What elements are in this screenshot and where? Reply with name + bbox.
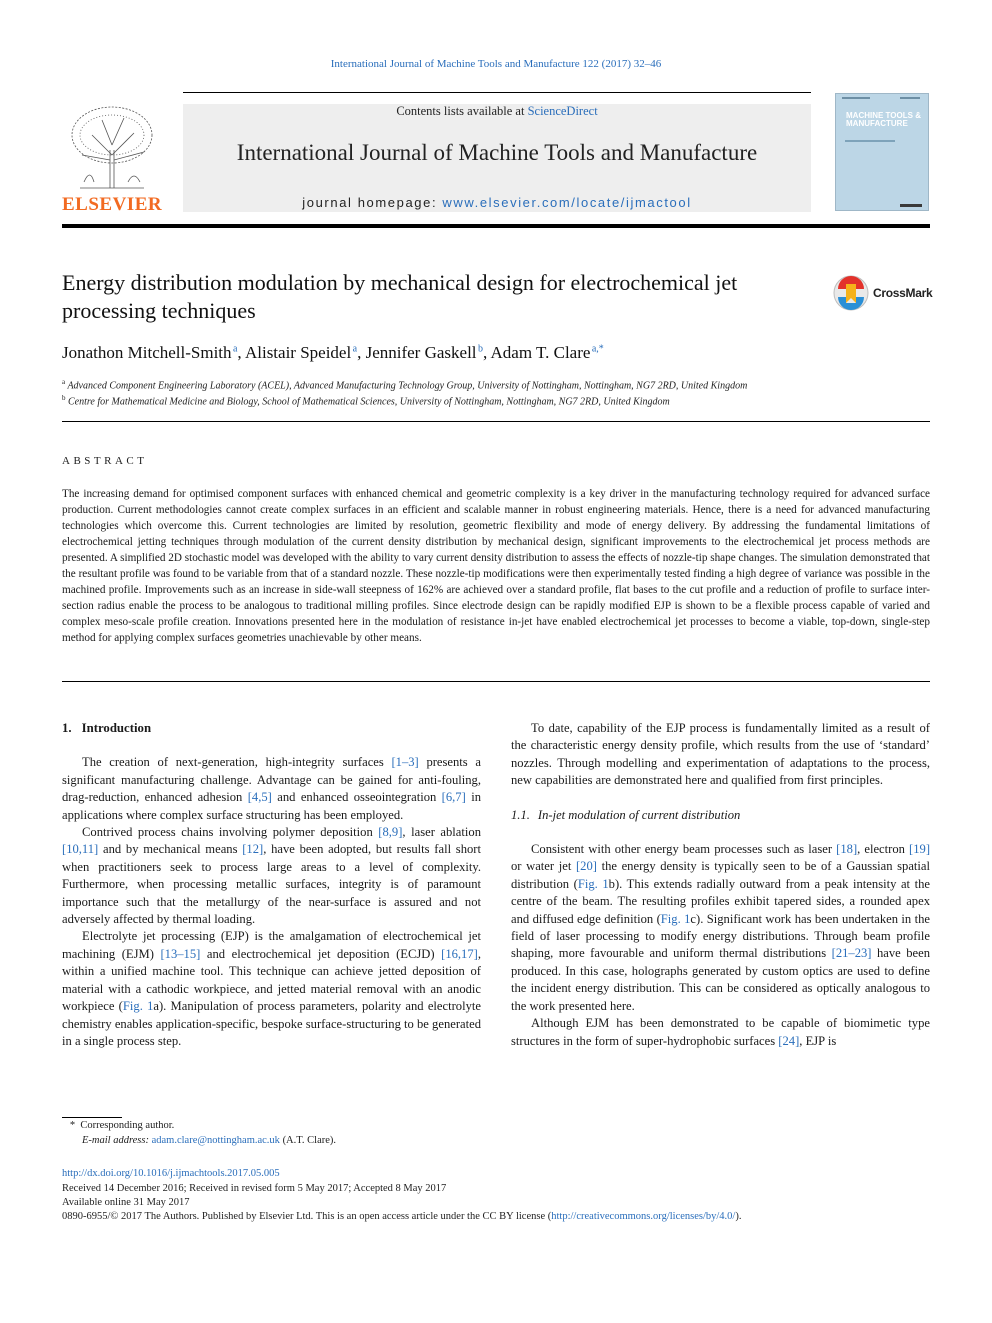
author-name[interactable]: Jonathon Mitchell-Smith [62, 343, 232, 362]
contents-availability [183, 104, 811, 119]
email-link[interactable]: adam.clare@nottingham.ac.uk [151, 1135, 280, 1146]
affiliation [62, 394, 930, 407]
homepage-prefix: journal homepage: [302, 195, 438, 210]
body-column-right [511, 720, 930, 1050]
cover-decoration [900, 204, 922, 207]
affiliation-mark: b [62, 394, 66, 402]
abstract-text: The increasing demand for optimised component surfaces with enhanced chemical and geometric complexity is a key driver in the manufacturing technology required for advanced surface production. Current methodologies cannot create complex surfaces in an efficient and scalable manner in robust engineering materials. Hence, there is a need for advanced manufacturing technologies which overcome this. Current technologies are limited by resolution, geometric flexibility and mode of energy delivery. By addressing the fundamental limitations of electrochemical jetting techniques through modulation of the current density distribution by mechanical design, significant improvements to the electrochemical jet process methods are presented. A simplified 2D stochastic model was developed with the ability to vary current density distribution to assess the effects of nozzle-tip shape changes. The simulation demonstrated that the resultant profile was found to be variable from that of a standard nozzle. These nozzle-tip modifications were then experimentally tested finding a high degree of variance was possible in the machined profile. Improvements such as an increase in side-wall steepness of 162% are achieved over a standard profile, flat bases to the cut profile and a reduction of profile to surface inter-section radius enable the process to be analogous to traditional milling profiles. Since electrode design can be rapidly modified EJP is shown to be a flexible process capable of varied and complex meso-scale profile creation. Innovations presented here in the modulation of resistance in-jet have enabled electrochemical jet processes to become a viable, top-down, single-step method for applying complex surfaces geometries unachievable by other means. [62, 488, 930, 644]
email-label: E-mail address: [82, 1135, 149, 1146]
license-text: 0890-6955/© 2017 The Authors. Published by Elsevier Ltd. This is an open access article under the CC BY license ( [62, 1211, 552, 1222]
citation-link[interactable]: [6,7] [441, 790, 466, 805]
paragraph: Although EJM has been demonstrated to be capable of biomimetic type structures in the form of super-hydrophobic surfaces [24], EJP is [511, 1016, 930, 1048]
citation-link[interactable]: [20] [575, 859, 597, 874]
section-number: 1. [62, 721, 72, 735]
affiliation [62, 378, 930, 391]
paragraph: Consistent with other energy beam processes such as laser [18], electron [19] or water jet [20] the energy density is typically seen to be of a Gaussian spatial distribution (Fig. 1b). This extends radially outward from a peak intensity at the centre of the beam. The resulting profiles exhibit tapered sides, a rounded apex and diffused edge definition (Fig. 1c). Significant work has been undertaken in the field of laser processing to modify energy distributions. Through beam profile shaping, more favourable and uniform thermal distributions [21–23] have been produced. In this case, holographs generated by custom optics are used to define the incident energy distribution. This can be considered as optically analogous to the work presented here. [511, 842, 931, 1013]
citation-link[interactable]: [13–15] [160, 946, 201, 961]
citation-link[interactable]: [19] [909, 842, 931, 857]
citation-link[interactable]: [10,11] [62, 842, 99, 857]
affiliation-mark: a [62, 378, 66, 386]
elsevier-wordmark: ELSEVIER [62, 194, 163, 215]
subsection-title: In-jet modulation of current distribution [537, 807, 741, 822]
author-affil-mark[interactable]: a [352, 343, 358, 355]
citation-link[interactable]: [8,9] [378, 825, 403, 840]
asterisk-mark: * [62, 1120, 81, 1131]
footnote-rule [62, 1117, 122, 1118]
abstract-heading: ABSTRACT [62, 455, 148, 467]
author-name[interactable]: Jennifer Gaskell [365, 343, 477, 362]
paragraph: The creation of next-generation, high-integrity surfaces [1–3] presents a significant manufacturing challenge. Advantage can be gained for anti-fouling, drag-reduction, enhanced adhesion [4,5] and enhanced osseointegration [6,7] in applications where complex surface structuring has been employed. [62, 755, 481, 822]
citation-link[interactable]: [1–3] [391, 755, 419, 770]
paragraph: Contrived process chains involving polymer deposition [8,9], laser ablation [10,11] and by mechanical means [12], have been adopted, but results fall short when practitioners seek to process large areas to a level of complexity. Furthermore, when processing metallic surfaces, integrity is of paramount importance such that the metallurgy of the near-surface is assured and not adversely affected by thermal loading. [62, 825, 481, 927]
header-thick-rule [62, 224, 930, 228]
section-divider [62, 681, 930, 682]
journal-homepage [183, 195, 811, 210]
author-name[interactable]: Alistair Speidel [244, 343, 352, 362]
homepage-link[interactable]: www.elsevier.com/locate/ijmactool [442, 195, 692, 210]
crossmark-label[interactable]: CrossMark [873, 286, 933, 300]
cover-decoration [845, 140, 895, 142]
contents-prefix: Contents lists available at [396, 104, 525, 118]
author-affil-mark[interactable]: a,* [591, 343, 604, 355]
subsection-heading [511, 807, 930, 824]
citation-link[interactable]: [24] [778, 1033, 800, 1048]
journal-citation-link[interactable]: International Journal of Machine Tools and Manufacture 122 (2017) 32–46 [330, 58, 662, 70]
citation-link[interactable]: [16,17] [441, 946, 478, 961]
author-name[interactable]: Adam T. Clare [490, 343, 591, 362]
email-note [82, 1135, 336, 1146]
author-affil-mark[interactable]: a [232, 343, 238, 355]
cover-decoration [900, 97, 920, 99]
online-date: Available online 31 May 2017 [62, 1197, 190, 1208]
citation-link[interactable]: [18] [836, 842, 858, 857]
license-link[interactable]: http://creativecommons.org/licenses/by/4.0/ [551, 1211, 736, 1222]
cover-decoration [842, 97, 870, 99]
figure-link[interactable]: Fig. 1 [660, 911, 691, 926]
paragraph: Electrolyte jet processing (EJP) is the amalgamation of electrochemical jet machining (EJM) [13–15] and electrochemical jet deposition (ECJD) [16,17], within a unified machine tool. This technique can achieve jetted deposition of material with a cathodic workpiece, and jetted material removal with an anodic workpiece (Fig. 1a). Manipulation of process parameters, polarity and electrolyte chemistry enables application-specific, bespoke surface-structuring to be generated in a single process step. [62, 929, 482, 1048]
figure-link[interactable]: Fig. 1 [122, 999, 154, 1014]
article-title: Energy distribution modulation by mechanical design for electrochemical jet processing techniques [62, 270, 738, 323]
section-divider [62, 421, 930, 422]
citation-link[interactable]: [21–23] [831, 946, 872, 961]
author-list: Jonathon Mitchell-Smith $^a$, Alistair Speidel $^a$, Jennifer Gaskell $^b$, Adam T. Clare $^{a,*}$ [62, 343, 604, 362]
body-column-left [62, 720, 481, 1050]
affiliation-text: Advanced Component Engineering Laboratory (ACEL), Advanced Manufacturing Technology Group, University of Nottingham, Nottingham, NG7 2RD, United Kingdom [67, 380, 748, 392]
subsection-number: 1.1. [511, 807, 530, 822]
section-title: Introduction [81, 721, 152, 735]
section-heading [62, 720, 481, 737]
affiliation-text: Centre for Mathematical Medicine and Biology, School of Mathematical Sciences, University of Nottingham, Nottingham, NG7 2RD, United Kingdom [68, 396, 670, 408]
received-dates: Received 14 December 2016; Received in revised form 5 May 2017; Accepted 8 May 2017 [62, 1183, 447, 1194]
corresponding-text: Corresponding author. [80, 1120, 175, 1131]
citation-link[interactable]: [12] [242, 842, 264, 857]
sciencedirect-link[interactable]: ScienceDirect [527, 104, 598, 118]
journal-title: International Journal of Machine Tools and Manufacture [236, 140, 758, 165]
email-owner: (A.T. Clare). [282, 1135, 337, 1146]
header-top-rule [183, 92, 811, 93]
citation-link[interactable]: [4,5] [247, 790, 272, 805]
license-suffix: ). [735, 1211, 742, 1222]
paragraph: To date, capability of the EJP process is fundamentally limited as a result of the characteristic energy density profile, which results from the use of ‘standard’ nozzles. Through modelling and experimentation of adaptations to the process, new capabilities are demonstrated here and qualified from first principles. [511, 721, 930, 788]
author-affil-mark[interactable]: b [477, 343, 483, 355]
figure-link[interactable]: Fig. 1 [577, 876, 609, 891]
license-note [62, 1211, 741, 1222]
doi-link[interactable]: http://dx.doi.org/10.1016/j.ijmachtools.2017.05.005 [62, 1168, 280, 1179]
cover-title: MACHINE TOOLS & MANUFACTURE [846, 111, 921, 128]
corresponding-author-note [62, 1120, 174, 1131]
